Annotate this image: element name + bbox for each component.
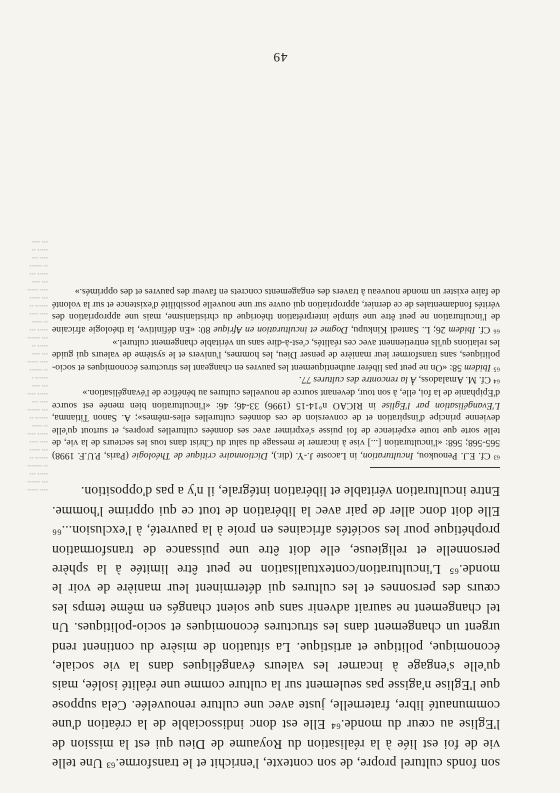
page-number: 49 xyxy=(272,50,288,65)
bleed-through-text: ▪▪▪▪ ▪▪▪▪▪ ▪▪▪ ▪▪▪▪▪▪ ▪▪▪▪▪ ▪▪▪ ▪▪ ▪▪▪▪▪▪▪ ▪▪▪▪▪▪ ▪▪ ▪▪▪ ▪▪▪▪▪ ▪▪▪▪ ▪▪▪▪ ▪▪▪▪▪ ▪▪▪▪ ▪▪ ▪▪▪▪▪ ▪▪▪▪▪▪ ▪▪ ▪▪▪ ▪▪▪▪▪▪ ▪▪▪▪ ▪▪▪ ▪▪▪▪▪ ▪▪▪▪ ▪▪▪ ▪▪▪▪ ▪▪▪▪▪▪ ▪ ▪▪ ▪▪▪▪▪▪ ▪▪▪▪ ▪▪▪▪▪ ▪▪▪ ▪▪▪▪ ▪▪▪▪▪ ▪▪ ▪▪▪ ▪▪▪▪▪▪ ▪▪▪▪▪ ▪▪▪ ▪▪ ▪▪▪▪▪ ▪▪▪▪ ▪▪▪▪ ▪▪▪▪▪▪ ▪▪ ▪▪▪ ▪▪▪▪▪ ▪▪▪▪ ▪▪▪▪▪ ▪▪▪ ▪▪▪▪ ▪▪▪▪▪ ▪▪▪ ▪▪ ▪▪▪▪▪▪ ▪▪▪▪ ▪▪▪ ▪▪▪▪▪ ▪▪ ▪▪▪ ▪▪▪▪ xyxy=(27,238,48,492)
body-paragraph: son fonds culturel propre, de son contexte, l'enrichit et le transforme.⁶³ Une telle vie de foi est liée à la réalisation du Royaume de Dieu qui est la mission de l'Eglise au cœur du monde.⁶⁴ Elle est donc indissociable de la création d'une communauté libre, fraternelle, juste avec une culture renouvelée. Cela suppose que l'Eglise n'agisse pas seulement sur la culture comme une réalité isolée, mais qu'elle s'engage à incarner les valeurs évangéliques dans la vie sociale, économique, politique et artistique. La situation de misère du continent rend urgent un changement dans les structures économiques et socio-politiques. Un tel changement ne saurait advenir sans que soient changés en même temps les cœurs des personnes et les cultures qui déterminent leur manière de voir le monde.⁶⁵ L'inculturation/contextualisation ne peut être limitée à la sphère personnelle et religieuse, elle doit être une puissance de transformation prophétique pour les sociétés africaines en proie à la pauvreté, à l'exclusion...⁶⁶ Elle doit donc aller de pair avec la libération de tout ce qui opprime l'homme. Entre inculturation véritable et libération intégrale, il n'y a pas d'opposition. xyxy=(52,484,500,771)
footnote-separator xyxy=(370,467,500,468)
footnote-64: ⁶⁴ Cf. M. Amaladoss, À la rencontre des cultures 77. xyxy=(299,374,500,386)
footnote-65: ⁶⁵ Ibidem 58: «On ne peut pas libérer authentiquement les pauvres en changeant les structures économiques et socio-politiques, sans transformer leur manière de penser Dieu, les hommes, l'univers et le système de valeurs qui guide les relations qu'ils entretiennent avec ces réalités, c'est-à-dire sans un véritable changement culturel.» xyxy=(52,336,500,373)
footnote-66: ⁶⁶ Cf. Ibidem 26; L. Santedi Kinkupu, Dogme et inculturation en Afrique 80: «En définitive, la théologie africaine de l'inculturation ne peut être une simple interprétation théorique du christianisme, mais une appropriation des vérités fondamentales de ce dernier, appropriation qui ouvre sur une nouvelle possibilité d'existence et sur la volonté de faire exister un monde nouveau à travers des engagements concrets en faveur des pauvres et des opprimés.» xyxy=(51,286,500,335)
page-content xyxy=(52,285,500,773)
footnote-63: ⁶³ Cf. E.J. Penoukou, Inculturation, in Lacoste J.-Y. (dir.), Dictionnaire critique de Théologie (Paris, P.U.F. 1998) 565-568; 568: «l'inculturation [...] vise à incarner le message du salut du Christ dans tous les secteurs de la vie, de telle sorte que toute expérience de foi puisse s'exprimer avec ses données culturelles propres, et surtout qu'elle devienne principe d'inspiration et de conversion de ces données culturelles elles-mêmes»; A. Sanon Titianma, L'Evangélisation par l'Eglise in RICAO n°14-15 (1996) 33-46; 46: «l'inculturation bien menée est source d'Epiphanie de la foi, elle, à son tour, devenant source de nouvelles cultures au bénéfice de l'évangélisation.» xyxy=(51,386,500,461)
